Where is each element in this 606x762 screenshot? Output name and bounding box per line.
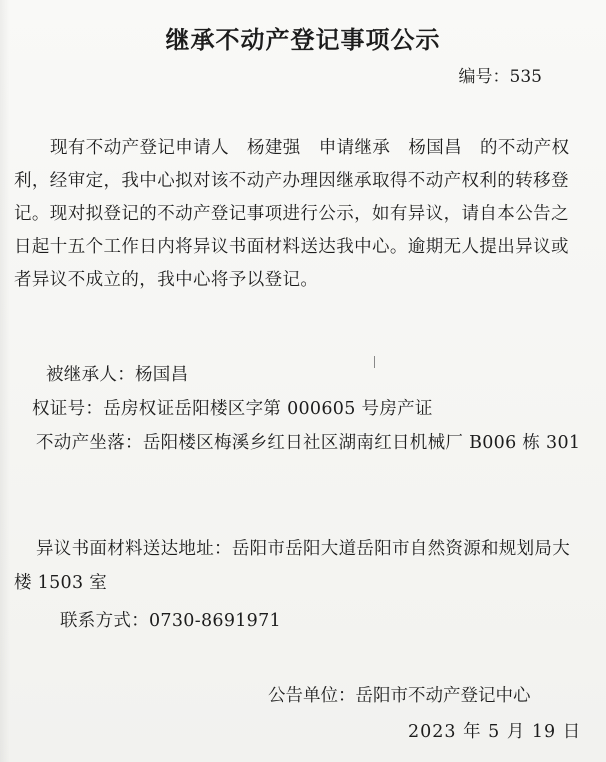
document-title: 继承不动产登记事项公示: [165, 26, 441, 54]
certificate-label: 权证号：: [32, 399, 104, 419]
notice-paragraph: [14, 132, 586, 297]
paper-mark: [374, 356, 375, 368]
objection-address-field: [14, 532, 586, 600]
location-label: 不动产坐落：: [36, 433, 143, 453]
contact-field: [60, 604, 281, 638]
issuing-unit: [268, 682, 531, 707]
notice-body: [14, 132, 586, 297]
heir-field: [46, 358, 188, 392]
paragraph-inherit-text: 申请继承: [318, 138, 391, 158]
heir-label: 被继承人：: [46, 365, 135, 385]
paragraph-rest: 不动产权利，经审定，我中心拟对该不动产办理因继承取得不动产权利的转移登记。现对拟登记的不动产登记事项进行公示，如有异议，请自本公告之日起十五个工作日内将异议书面材料送达我中心。逾期无人提出异议或者异议不成立的，我中心将予以登记。: [14, 138, 570, 290]
contact-value: 0730-8691971: [149, 611, 281, 631]
paragraph-de: 的: [480, 138, 498, 158]
certificate-field: [32, 392, 433, 426]
contact-label: 联系方式：: [60, 611, 149, 631]
objection-address-label: 异议书面材料送达地址：: [36, 539, 232, 559]
location-field: [14, 426, 586, 460]
objection-address-value: 岳阳市岳阳大道岳阳市自然资源和规划局大楼 1503 室: [14, 539, 571, 593]
location-value: 岳阳楼区梅溪乡红日社区湖南红日机械厂 B006 栋 301: [142, 433, 581, 453]
applicant-name: 杨建强: [247, 138, 301, 158]
paragraph-intro: 现有不动产登记申请人: [50, 138, 229, 158]
issue-date: 2023 年 5 月 19 日: [408, 722, 582, 742]
decedent-name: 杨国昌: [408, 138, 463, 158]
issuing-unit-label: 公告单位：: [268, 686, 356, 706]
document-number: 编号：535: [458, 67, 542, 87]
issuing-unit-value: 岳阳市不动产登记中心: [355, 686, 531, 706]
certificate-value: 岳房权证岳阳楼区字第 000605 号房产证: [103, 399, 433, 419]
heir-value: 杨国昌: [135, 365, 189, 385]
